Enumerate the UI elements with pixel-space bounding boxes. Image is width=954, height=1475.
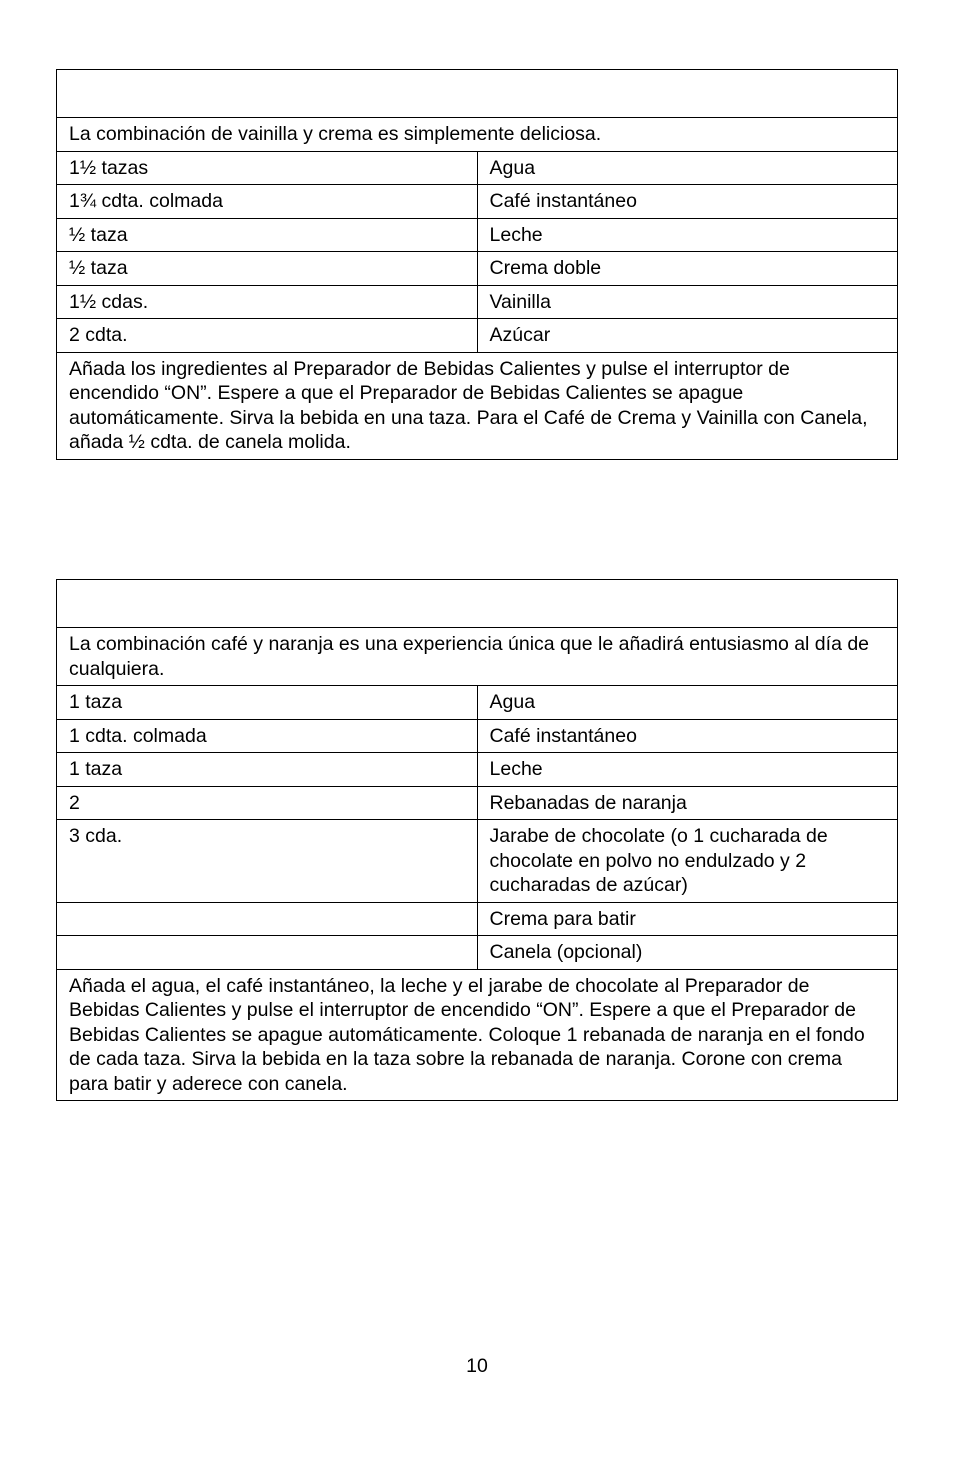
ingredient-row <box>57 902 898 936</box>
recipe-title <box>57 580 898 628</box>
ingredient-row <box>57 753 898 787</box>
ingredient-quantity: 1 taza <box>57 686 478 720</box>
ingredient-row <box>57 285 898 319</box>
ingredient-quantity: ½ taza <box>57 218 478 252</box>
recipe-description: La combinación café y naranja es una experiencia única que le añadirá entusiasmo al día de cualquiera. <box>57 628 898 686</box>
ingredient-name: Agua <box>477 686 898 720</box>
recipe-description: La combinación de vainilla y crema es simplemente deliciosa. <box>57 118 898 152</box>
recipe-instructions: Añada el agua, el café instantáneo, la leche y el jarabe de chocolate al Preparador de Bebidas Calientes y pulse el interruptor de encendido “ON”. Espere a que el Preparador de Bebidas Calientes se apague automáticamente. Coloque 1 rebanada de naranja en el fondo de cada taza. Sirva la bebida en la taza sobre la rebanada de naranja. Corone con crema para batir y aderece con canela. <box>57 969 898 1101</box>
ingredient-row <box>57 151 898 185</box>
ingredient-quantity: 1 taza <box>57 753 478 787</box>
ingredient-quantity <box>57 936 478 970</box>
ingredient-name: Café instantáneo <box>477 719 898 753</box>
ingredient-row <box>57 719 898 753</box>
ingredient-quantity: 3 cda. <box>57 820 478 903</box>
ingredient-quantity: 1½ cdas. <box>57 285 478 319</box>
ingredient-row <box>57 252 898 286</box>
ingredient-name: Azúcar <box>477 319 898 353</box>
ingredient-name: Crema para batir <box>477 902 898 936</box>
ingredient-name: Jarabe de chocolate (o 1 cucharada de chocolate en polvo no endulzado y 2 cucharadas de azúcar) <box>477 820 898 903</box>
ingredient-quantity: 1½ tazas <box>57 151 478 185</box>
ingredient-name: Rebanadas de naranja <box>477 786 898 820</box>
ingredient-name: Leche <box>477 218 898 252</box>
ingredient-name: Leche <box>477 753 898 787</box>
recipe-instructions: Añada los ingredientes al Preparador de Bebidas Calientes y pulse el interruptor de encendido “ON”. Espere a que el Preparador de Bebidas Calientes se apague automáticamente. Sirva la bebida en una taza. Para el Café de Crema y Vainilla con Canela, añada ½ cdta. de canela molida. <box>57 352 898 459</box>
ingredient-quantity: 2 <box>57 786 478 820</box>
ingredient-quantity: 2 cdta. <box>57 319 478 353</box>
ingredient-name: Crema doble <box>477 252 898 286</box>
ingredient-name: Canela (opcional) <box>477 936 898 970</box>
ingredient-quantity <box>57 902 478 936</box>
ingredient-quantity: 1¾ cdta. colmada <box>57 185 478 219</box>
ingredient-row <box>57 686 898 720</box>
recipe-title <box>57 70 898 118</box>
ingredient-name: Vainilla <box>477 285 898 319</box>
page-number: 10 <box>466 1355 488 1377</box>
recipe-table-orange-coffee <box>56 579 898 1101</box>
recipe-table-vanilla-cream <box>56 69 898 460</box>
ingredient-quantity: 1 cdta. colmada <box>57 719 478 753</box>
ingredient-row <box>57 218 898 252</box>
ingredient-quantity: ½ taza <box>57 252 478 286</box>
ingredient-row <box>57 936 898 970</box>
ingredient-row <box>57 786 898 820</box>
ingredient-row <box>57 319 898 353</box>
ingredient-name: Agua <box>477 151 898 185</box>
ingredient-row <box>57 820 898 903</box>
ingredient-row <box>57 185 898 219</box>
ingredient-name: Café instantáneo <box>477 185 898 219</box>
